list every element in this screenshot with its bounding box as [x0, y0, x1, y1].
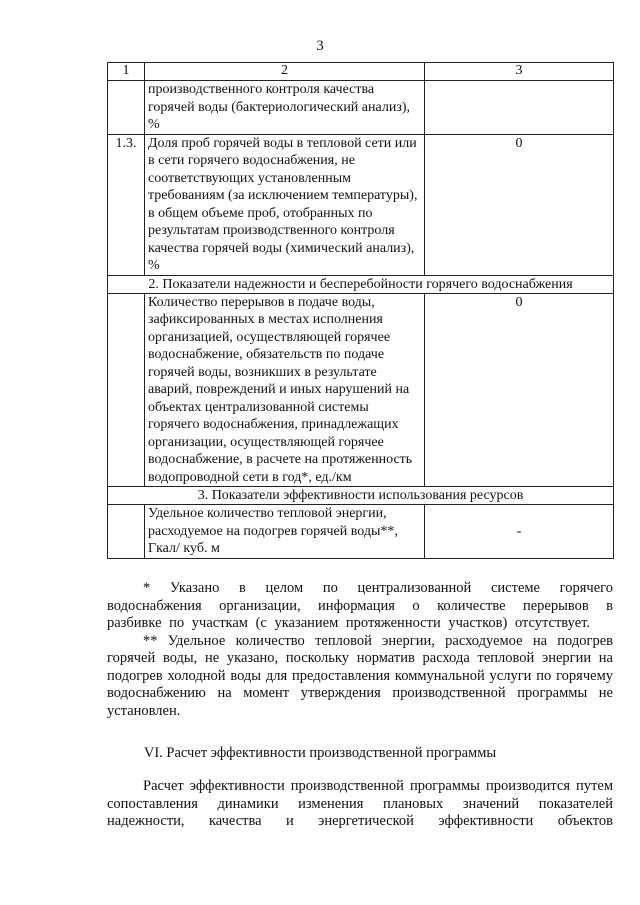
section-header-row [108, 487, 614, 505]
section-heading: VI. Расчет эффективности производственной программы [143, 745, 497, 761]
indicators-table [107, 62, 614, 559]
row-number [108, 293, 145, 487]
row-text: Количество перерывов в подаче воды, зафиксированных в местах исполнения организацией, осуществляющей горячее водоснабжение, обязательств по подаче горячей воды, возникших в результате аварий, повреждений и иных нарушений на объектах централизованной системы горячего водоснабжения, принадлежащих организации, осуществляющей горячее водоснабжение, в расчете на протяженность водопроводной сети в год*, ед./км [145, 293, 425, 487]
body-paragraph: Расчет эффективности производственной программы производится путем сопоставления динамики изменения плановых значений показателей надежности, качества и энергетической эффективности объектов [107, 778, 613, 829]
table-row [108, 81, 614, 135]
table-row [108, 134, 614, 275]
table-header-row [108, 63, 614, 81]
row-text: Удельное количество тепловой энергии, расходуемое на подогрев горячей воды**, Гкал/ куб. м [145, 505, 425, 559]
row-number [108, 81, 145, 135]
page-number: 3 [316, 38, 324, 54]
header-col-1: 1 [108, 63, 145, 81]
row-value [425, 81, 614, 135]
row-value: 0 [425, 134, 614, 275]
header-col-2: 2 [145, 63, 425, 81]
row-value: 0 [425, 293, 614, 487]
row-number: 1.3. [108, 134, 145, 275]
table-row [108, 293, 614, 487]
section-title: 3. Показатели эффективности использования ресурсов [108, 487, 614, 505]
row-number [108, 505, 145, 559]
body-text [107, 778, 613, 831]
footnote-1: * Указано в целом по централизованной системе горячего водоснабжения организации, информация о количестве перерывов в разбивке по участкам (с указанием протяженности участков) отсутствует. [107, 580, 613, 631]
section-header-row [108, 275, 614, 293]
header-col-3: 3 [425, 63, 614, 81]
row-text: производственного контроля качества горячей воды (бактериологический анализ), % [145, 81, 425, 135]
row-text: Доля проб горячей воды в тепловой сети или в сети горячего водоснабжения, не соответствующих установленным требованиям (за исключением температуры), в общем объеме проб, отобранных по результатам производственного контроля качества горячей воды (химический анализ), % [145, 134, 425, 275]
footnote-2: ** Удельное количество тепловой энергии, расходуемое на подогрев горячей воды, не указано, поскольку норматив расхода тепловой энергии на подогрев холодной воды для предоставления коммунальной услуги по горячему водоснабжению на момент утверждения производственной программы не установлен. [107, 632, 613, 719]
footnotes [107, 580, 613, 720]
row-value: - [425, 505, 614, 559]
section-title: 2. Показатели надежности и бесперебойности горячего водоснабжения [108, 275, 614, 293]
table-row [108, 505, 614, 559]
